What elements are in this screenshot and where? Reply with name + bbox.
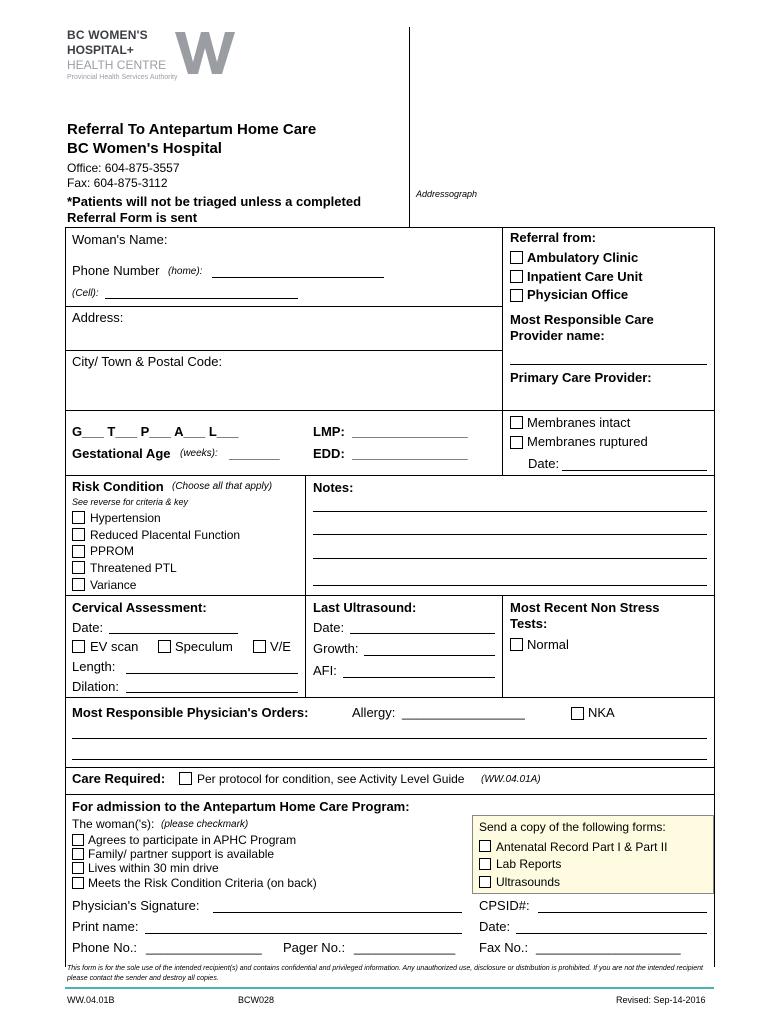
referral-from-label: Referral from: (510, 230, 596, 245)
antenatal-record-label: Antenatal Record Part I & Part II (496, 840, 668, 854)
speculum-label: Speculum (175, 639, 233, 654)
print-name-field[interactable] (145, 933, 462, 934)
threatened-ptl-label: Threatened PTL (90, 561, 177, 575)
triage-notice-2: Referral Form is sent (67, 210, 198, 225)
inpatient-care-unit-checkbox[interactable] (510, 270, 523, 283)
notes-line-1[interactable] (313, 511, 707, 512)
activity-guide-reference: (WW.04.01A) (481, 774, 541, 785)
lmp-label: LMP: (313, 424, 345, 439)
triage-notice-1: *Patients will not be triaged unless a completed (67, 194, 362, 209)
pprom-label: PPROM (90, 544, 135, 558)
office-fax: Fax: 604-875-3112 (67, 176, 168, 190)
confidentiality-notice: This form is for the sole use of the intended recipient(s) and contains confidential and privileged information. Any unauthorized use, disclosure or distribution is prohibited. If you are not the intended recipient please contact the sender and destroy all copies. (67, 965, 703, 982)
address-divider (65, 306, 502, 307)
mrp-label-line-2: Provider name: (510, 328, 605, 343)
allergy-label: Allergy: (352, 705, 396, 720)
mrp-label-line-1: Most Responsible Care (510, 312, 654, 327)
edd-label: EDD: (313, 446, 345, 461)
membranes-ruptured-label: Membranes ruptured (527, 434, 648, 449)
cervical-length-field[interactable] (126, 673, 298, 674)
physician-signature-field[interactable] (213, 912, 462, 913)
gestational-age-units: (weeks): (180, 448, 218, 459)
variance-checkbox[interactable] (72, 578, 85, 591)
referral-column-divider (502, 227, 503, 410)
inpatient-care-unit-label: Inpatient Care Unit (527, 269, 643, 284)
office-phone: Office: 604-875-3557 (67, 161, 180, 175)
hypertension-label: Hypertension (90, 511, 161, 525)
cervical-dilation-field[interactable] (126, 692, 298, 693)
city-divider (65, 350, 502, 351)
variance-label: Variance (90, 578, 137, 592)
section-divider-5 (65, 767, 714, 768)
cpsid-label: CPSID#: (479, 898, 530, 913)
cervical-date-field[interactable] (109, 633, 238, 634)
lab-reports-checkbox[interactable] (479, 858, 491, 870)
physician-office-label: Physician Office (527, 287, 629, 302)
cell-phone-field[interactable] (105, 298, 298, 299)
fax-no-label: Fax No.: (479, 940, 529, 955)
ev-scan-label: EV scan (90, 639, 139, 654)
ve-label: V/E (270, 639, 291, 654)
revised-date: Revised: Sep-14-2016 (616, 995, 706, 1005)
orders-line-2[interactable] (72, 759, 707, 760)
physician-signature-label: Physician's Signature: (72, 898, 200, 913)
cervical-column-divider (305, 595, 306, 697)
threatened-ptl-checkbox[interactable] (72, 561, 85, 574)
afi-field[interactable] (343, 677, 495, 678)
reduced-placental-function-checkbox[interactable] (72, 528, 85, 541)
nst-normal-label: Normal (527, 637, 569, 652)
frame-right (714, 227, 715, 967)
see-reverse-note: See reverse for criteria & key (72, 497, 189, 507)
logo-tagline: Provincial Health Services Authority (67, 74, 178, 81)
reduced-placental-function-label: Reduced Placental Function (90, 528, 241, 542)
nka-checkbox[interactable] (571, 707, 584, 720)
pager-no-label: Pager No.: (283, 940, 346, 955)
section-divider-1 (65, 410, 714, 411)
header-divider (409, 27, 410, 227)
address-label: Address: (72, 310, 124, 325)
membranes-ruptured-checkbox[interactable] (510, 436, 523, 449)
send-forms-label: Send a copy of the following forms: (479, 820, 666, 834)
per-protocol-label: Per protocol for condition, see Activity Level Guide (197, 772, 465, 786)
bcw-code: BCW028 (238, 995, 275, 1005)
cervical-dilation-label: Dilation: (72, 679, 119, 694)
cervical-length-label: Length: (72, 659, 116, 674)
form-code: WW.04.01B (67, 995, 115, 1005)
ultrasounds-checkbox[interactable] (479, 876, 491, 888)
signature-date-label: Date: (479, 919, 511, 934)
agrees-checkbox[interactable] (72, 834, 84, 846)
nka-label: NKA (588, 705, 615, 720)
section-divider-3 (65, 595, 714, 596)
fax-no-field[interactable]: ____________________ (536, 940, 681, 955)
gestational-age-label: Gestational Age (72, 446, 171, 461)
per-protocol-checkbox[interactable] (179, 772, 192, 785)
rupture-date-field[interactable] (562, 470, 707, 471)
rupture-date-label: Date: (528, 456, 560, 471)
physician-office-checkbox[interactable] (510, 289, 523, 302)
lives-within-label: Lives within 30 min drive (88, 861, 219, 875)
phone-home-field[interactable] (212, 277, 384, 278)
agrees-label: Agrees to participate in APHC Program (88, 833, 297, 847)
physician-orders-label: Most Responsible Physician's Orders: (72, 705, 309, 720)
gestational-age-field[interactable]: _______ (229, 446, 280, 461)
nst-column-divider (502, 595, 503, 697)
notes-line-2[interactable] (313, 534, 707, 535)
nst-normal-checkbox[interactable] (510, 638, 523, 651)
frame-top (65, 227, 714, 228)
growth-field[interactable] (364, 655, 495, 656)
cervical-assessment-label: Cervical Assessment: (72, 600, 207, 615)
section-divider-4 (65, 697, 714, 698)
ultrasounds-label: Ultrasounds (496, 875, 561, 889)
cervical-date-label: Date: (72, 620, 104, 635)
membranes-intact-checkbox[interactable] (510, 416, 523, 429)
phone-home-label: (home): (168, 266, 203, 277)
phone-number-label: Phone Number (72, 263, 160, 278)
mrp-name-field[interactable] (510, 364, 707, 365)
print-name-label: Print name: (72, 919, 139, 934)
family-support-checkbox[interactable] (72, 848, 84, 860)
afi-label: AFI: (313, 663, 337, 678)
notes-line-4[interactable] (313, 585, 707, 586)
hospital-name: BC Women's Hospital (67, 140, 222, 157)
ve-checkbox[interactable] (253, 640, 266, 653)
gtpal-field[interactable]: G___ T___ P___ A___ L___ (72, 424, 239, 439)
antenatal-record-checkbox[interactable] (479, 840, 491, 852)
logo-line-3: HEALTH CENTRE (67, 58, 167, 72)
form-title: Referral To Antepartum Home Care (67, 121, 317, 138)
logo-line-1: BC WOMEN'S (67, 28, 148, 42)
phone-no-field[interactable]: ________________ (146, 940, 262, 955)
ultrasound-date-field[interactable] (350, 633, 495, 634)
ambulatory-clinic-label: Ambulatory Clinic (527, 250, 639, 265)
hospital-logo (67, 28, 247, 88)
signature-date-field[interactable] (516, 933, 707, 934)
orders-line-1[interactable] (72, 738, 707, 739)
pprom-checkbox[interactable] (72, 545, 85, 558)
pager-no-field[interactable]: ______________ (354, 940, 456, 955)
cpsid-field[interactable] (538, 912, 707, 913)
allergy-field[interactable]: _________________ (402, 705, 525, 720)
woman-criteria-label: The woman('s): (72, 817, 155, 831)
meets-criteria-checkbox[interactable] (72, 877, 84, 889)
membrane-column-divider (502, 410, 503, 475)
admission-frame-left (65, 794, 66, 967)
meets-criteria-label: Meets the Risk Condition Criteria (on back) (88, 876, 317, 890)
cell-label: (Cell): (72, 288, 99, 299)
edd-field[interactable]: ________________ (352, 446, 468, 461)
notes-line-3[interactable] (313, 558, 707, 559)
family-support-label: Family/ partner support is available (88, 847, 275, 861)
nst-label-line-2: Tests: (510, 616, 548, 631)
last-ultrasound-label: Last Ultrasound: (313, 600, 417, 615)
speculum-checkbox[interactable] (158, 640, 171, 653)
risk-condition-hint: (Choose all that apply) (172, 481, 273, 492)
section-divider-6 (65, 794, 714, 795)
lmp-field[interactable]: ________________ (352, 424, 468, 439)
nst-label-line-1: Most Recent Non Stress (510, 600, 660, 615)
logo-line-2: HOSPITAL+ (67, 43, 134, 57)
ev-scan-checkbox[interactable] (72, 640, 85, 653)
checkmark-hint: (please checkmark) (161, 819, 249, 830)
city-postal-label: City/ Town & Postal Code: (72, 354, 223, 369)
ultrasound-date-label: Date: (313, 620, 345, 635)
care-required-label: Care Required: (72, 771, 166, 786)
admission-label: For admission to the Antepartum Home Care Program: (72, 799, 410, 814)
footer-rule (65, 987, 714, 989)
primary-care-provider-label: Primary Care Provider: (510, 370, 652, 385)
risk-condition-label: Risk Condition (72, 479, 164, 494)
lab-reports-label: Lab Reports (496, 857, 562, 871)
lives-within-checkbox[interactable] (72, 862, 84, 874)
section-divider-2 (65, 475, 714, 476)
notes-label: Notes: (313, 480, 354, 495)
phone-no-label: Phone No.: (72, 940, 138, 955)
risk-column-divider (305, 475, 306, 595)
ambulatory-clinic-checkbox[interactable] (510, 251, 523, 264)
frame-left (65, 227, 66, 794)
womans-name-label: Woman's Name: (72, 232, 168, 247)
growth-label: Growth: (313, 641, 359, 656)
addressograph-label: Addressograph (416, 189, 478, 199)
membranes-intact-label: Membranes intact (527, 415, 631, 430)
hypertension-checkbox[interactable] (72, 511, 85, 524)
w-mark-icon (175, 32, 237, 79)
